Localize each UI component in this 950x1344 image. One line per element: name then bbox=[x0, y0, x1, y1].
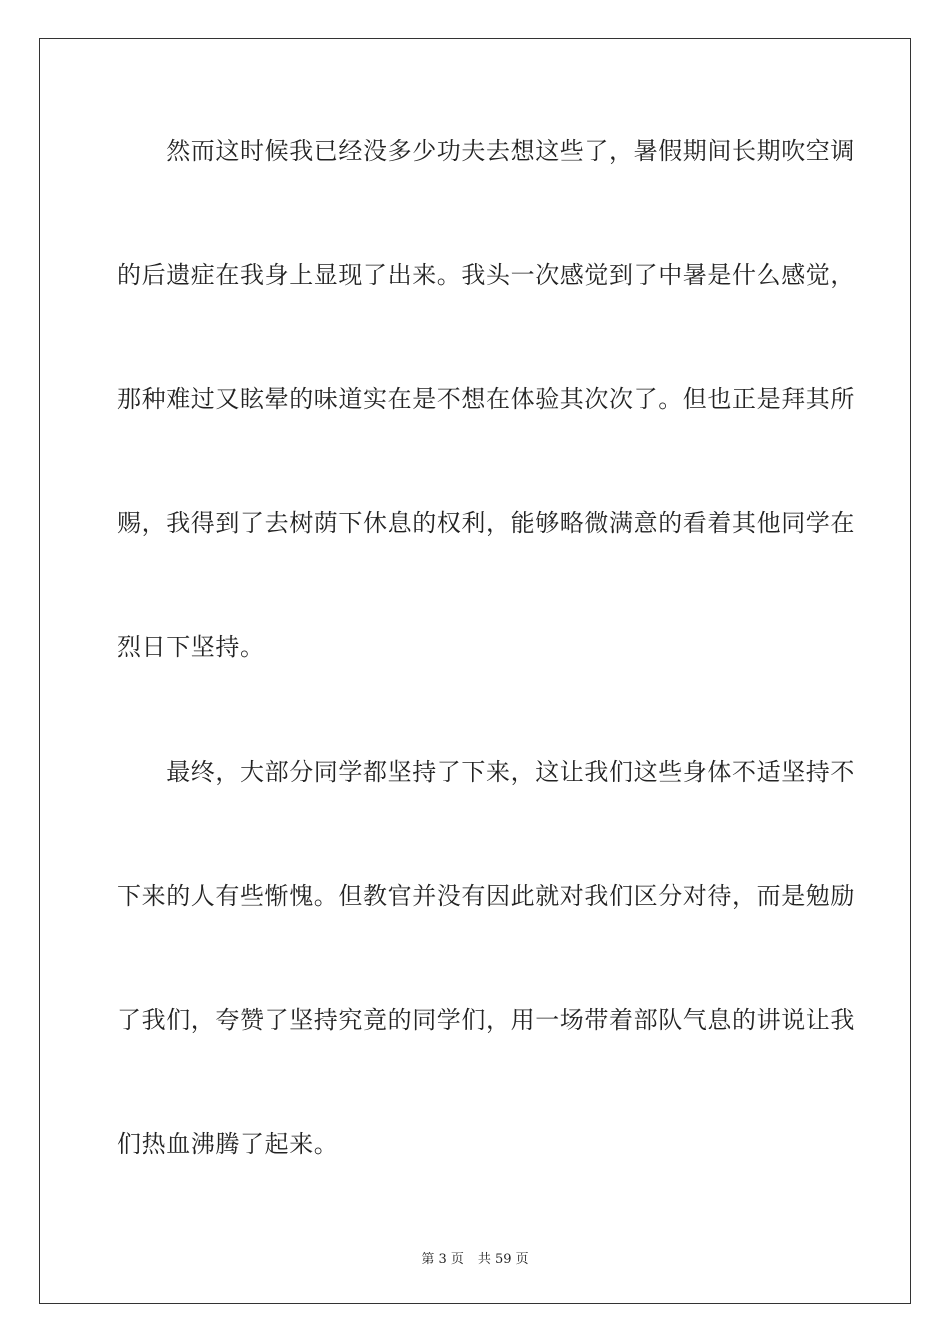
paragraph-1-line-3: 那种难过又眩晕的味道实在是不想在体验其次次了。但也正是拜其所 bbox=[117, 385, 855, 413]
paragraph-2-line-4: 们热血沸腾了起来。 bbox=[117, 1130, 339, 1158]
page-number: 第 3 页 bbox=[421, 1252, 464, 1267]
paragraph-2-line-1: 最终，大部分同学都坚持了下来，这让我们这些身体不适坚持不 bbox=[117, 758, 855, 786]
paragraph-1-line-2: 的后遗症在我身上显现了出来。我头一次感觉到了中暑是什么感觉， bbox=[117, 261, 855, 289]
paragraph-2-line-2: 下来的人有些惭愧。但教官并没有因此就对我们区分对待，而是勉励 bbox=[117, 882, 855, 910]
page-border bbox=[39, 38, 911, 1304]
page-total: 共 59 页 bbox=[477, 1252, 529, 1267]
paragraph-1-line-1: 然而这时候我已经没多少功夫去想这些了，暑假期间长期吹空调 bbox=[117, 137, 855, 165]
page-footer bbox=[0, 1248, 950, 1267]
paragraph-2-line-3: 了我们，夸赞了坚持究竟的同学们，用一场带着部队气息的讲说让我 bbox=[117, 1006, 855, 1034]
paragraph-1-line-5: 烈日下坚持。 bbox=[117, 633, 265, 661]
paragraph-1-line-4: 赐，我得到了去树荫下休息的权利，能够略微满意的看着其他同学在 bbox=[117, 509, 855, 537]
